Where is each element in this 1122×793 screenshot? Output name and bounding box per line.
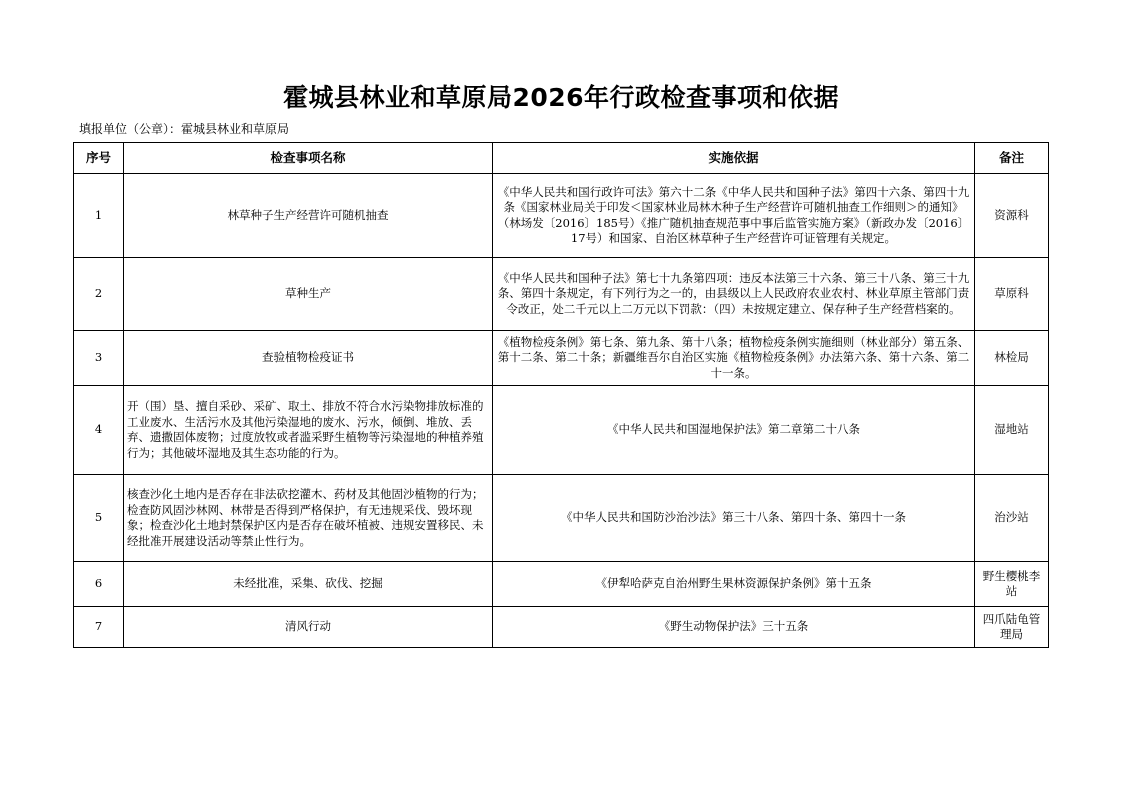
table-row (74, 475, 1049, 562)
row-note: 草原科 (975, 258, 1049, 331)
row-basis: 《伊犁哈萨克自治州野生果林资源保护条例》第十五条 (493, 562, 975, 607)
row-index: 4 (74, 386, 124, 475)
row-basis: 《植物检疫条例》第七条、第九条、第十八条；植物检疫条例实施细则（林业部分）第五条、第十二条、第二十条；新疆维吾尔自治区实施《植物检疫条例》办法第六条、第十六条、第二十一条。 (493, 331, 975, 386)
row-index: 7 (74, 607, 124, 648)
header-index: 序号 (74, 143, 124, 174)
header-item: 检查事项名称 (124, 143, 493, 174)
row-basis: 《野生动物保护法》三十五条 (493, 607, 975, 648)
row-item: 草种生产 (124, 258, 493, 331)
row-index: 2 (74, 258, 124, 331)
row-index: 3 (74, 331, 124, 386)
row-item: 核查沙化土地内是否存在非法砍挖灌木、药材及其他固沙植物的行为；检查防风固沙林网、林带是否得到严格保护，有无违规采伐、毁坏现象；检查沙化土地封禁保护区内是否存在破坏植被、违规安置移民、未经批准开展建设活动等禁止性行为。 (124, 475, 493, 562)
row-note: 林检局 (975, 331, 1049, 386)
row-basis: 《中华人民共和国行政许可法》第六十二条《中华人民共和国种子法》第四十六条、第四十九条《国家林业局关于印发＜国家林业局林木种子生产经营许可随机抽查工作细则＞的通知》（林场发〔2016〕185号）《推广随机抽查规范事中事后监管实施方案》（新政办发〔2016〕17号）和国家、自治区林草种子生产经营许可证管理有关规定。 (493, 174, 975, 258)
row-note: 资源科 (975, 174, 1049, 258)
row-index: 5 (74, 475, 124, 562)
row-index: 1 (74, 174, 124, 258)
row-note: 治沙站 (975, 475, 1049, 562)
row-note: 野生樱桃李站 (975, 562, 1049, 607)
row-item: 开（围）垦、擅自采砂、采矿、取土、排放不符合水污染物排放标准的工业废水、生活污水及其他污染湿地的废水、污水，倾倒、堆放、丢弃、遗撒固体废物；过度放牧或者滥采野生植物等污染湿地的种植养殖行为；其他破坏湿地及其生态功能的行为。 (124, 386, 493, 475)
inspection-items-table (73, 142, 1049, 648)
row-item: 林草种子生产经营许可随机抽查 (124, 174, 493, 258)
row-basis: 《中华人民共和国种子法》第七十九条第四项：违反本法第三十六条、第三十八条、第三十九条、第四十条规定，有下列行为之一的，由县级以上人民政府农业农村、林业草原主管部门责令改正，处二千元以上二万元以下罚款：（四）未按规定建立、保存种子生产经营档案的。 (493, 258, 975, 331)
row-item: 查验植物检疫证书 (124, 331, 493, 386)
row-index: 6 (74, 562, 124, 607)
table-header-row (74, 143, 1049, 174)
row-note: 四爪陆龟管理局 (975, 607, 1049, 648)
row-item: 清风行动 (124, 607, 493, 648)
document-title: 霍城县林业和草原局2026年行政检查事项和依据 (282, 83, 840, 112)
table-row (74, 258, 1049, 331)
table-row (74, 174, 1049, 258)
row-item: 未经批准，采集、砍伐、挖掘 (124, 562, 493, 607)
table-row (74, 607, 1049, 648)
table-row (74, 562, 1049, 607)
table-row (74, 331, 1049, 386)
header-basis: 实施依据 (493, 143, 975, 174)
table-row (74, 386, 1049, 475)
header-note: 备注 (975, 143, 1049, 174)
row-note: 湿地站 (975, 386, 1049, 475)
row-basis: 《中华人民共和国防沙治沙法》第三十八条、第四十条、第四十一条 (493, 475, 975, 562)
row-basis: 《中华人民共和国湿地保护法》第二章第二十八条 (493, 386, 975, 475)
reporting-unit-label: 填报单位（公章）：霍城县林业和草原局 (79, 122, 290, 136)
